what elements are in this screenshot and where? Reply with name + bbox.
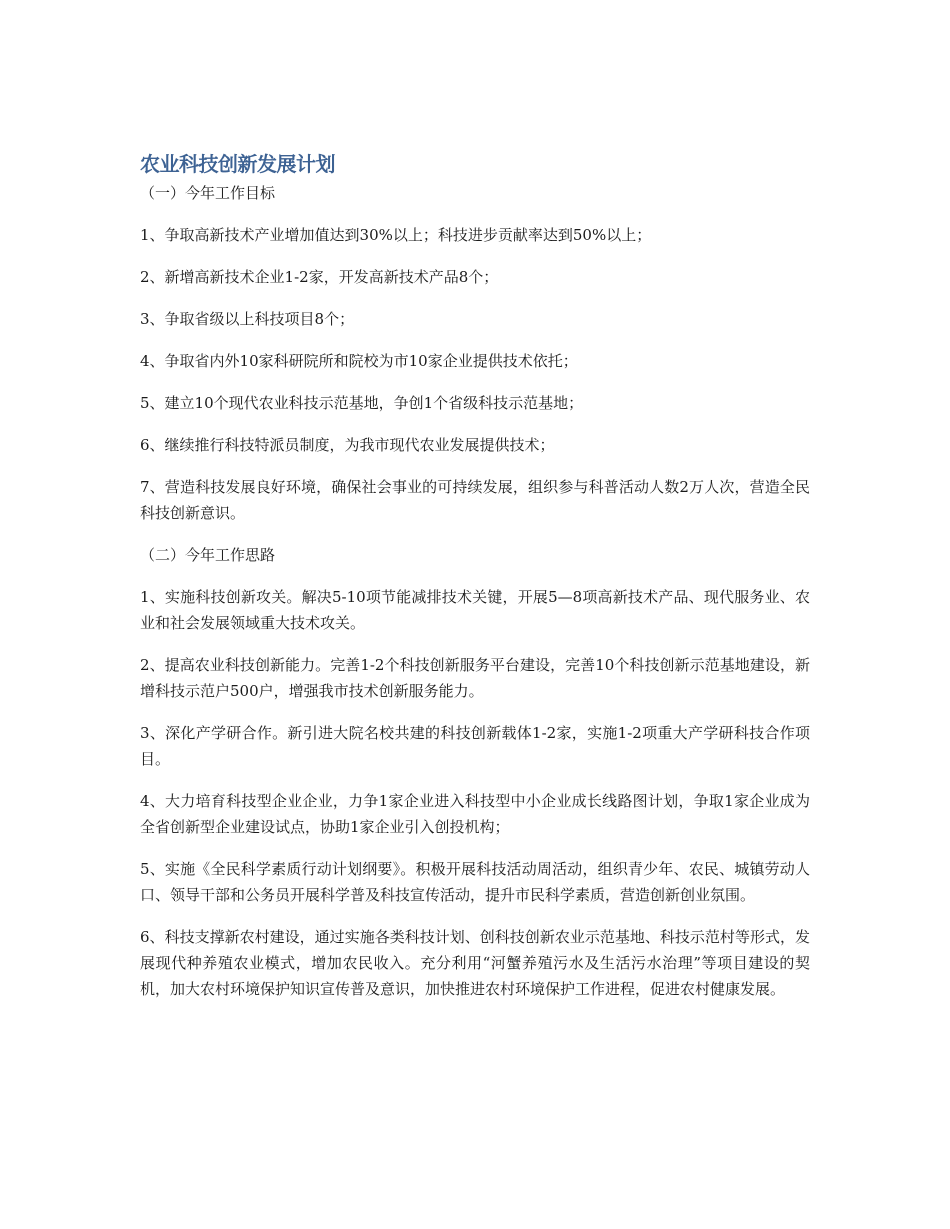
document-title: 农业科技创新发展计划 [140, 152, 335, 176]
section-heading-goals: （一）今年工作目标 [140, 184, 276, 202]
approach-item: 4、大力培育科技型企业企业，力争1家企业进入科技型中小企业成长线路图计划，争取1家企业成为全省创新型企业建设试点，协助1家企业引入创投机构； [140, 792, 810, 836]
section-heading-approach: （二）今年工作思路 [140, 546, 276, 564]
goal-item: 3、争取省级以上科技项目8个； [140, 310, 355, 328]
goal-item: 7、营造科技发展良好环境，确保社会事业的可持续发展，组织参与科普活动人数2万人次，营造全民科技创新意识。 [140, 478, 810, 522]
approach-item: 1、实施科技创新攻关。解决5-10项节能减排技术关键，开展5—8项高新技术产品、现代服务业、农业和社会发展领域重大技术攻关。 [140, 588, 810, 632]
goal-item: 4、争取省内外10家科研院所和院校为市10家企业提供技术依托； [140, 352, 578, 370]
approach-item: 6、科技支撑新农村建设，通过实施各类科技计划、创科技创新农业示范基地、科技示范村等形式，发展现代种养殖农业模式，增加农民收入。充分利用“河蟹养殖污水及生活污水治理”等项目建设的契机，加大农村环境保护知识宣传普及意识，加快推进农村环境保护工作进程，促进农村健康发展。 [140, 928, 810, 998]
document-page [140, 150, 810, 1002]
goal-item: 6、继续推行科技特派员制度，为我市现代农业发展提供技术； [140, 436, 555, 454]
approach-item: 3、深化产学研合作。新引进大院名校共建的科技创新载体1-2家，实施1-2项重大产学研科技合作项目。 [140, 724, 810, 768]
approach-item: 5、实施《全民科学素质行动计划纲要》。积极开展科技活动周活动，组织青少年、农民、城镇劳动人口、领导干部和公务员开展科学普及科技宣传活动，提升市民科学素质，营造创新创业氛围。 [140, 860, 810, 904]
approach-item: 2、提高农业科技创新能力。完善1-2个科技创新服务平台建设，完善10个科技创新示范基地建设，新增科技示范户500户，增强我市技术创新服务能力。 [140, 656, 810, 700]
goal-item: 1、争取高新技术产业增加值达到30%以上；科技进步贡献率达到50%以上； [140, 226, 652, 244]
goal-item: 5、建立10个现代农业科技示范基地，争创1个省级科技示范基地； [140, 394, 584, 412]
goal-item: 2、新增高新技术企业1-2家，开发高新技术产品8个； [140, 268, 499, 286]
